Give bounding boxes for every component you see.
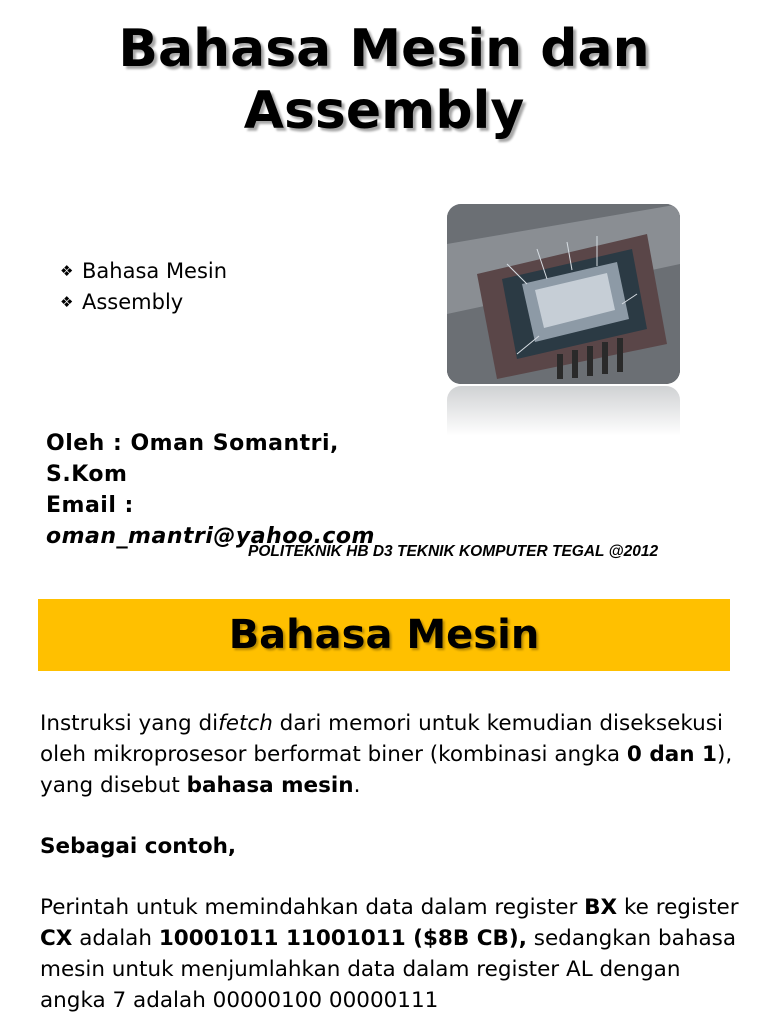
text-run: . xyxy=(353,773,361,798)
text-run-bold: bahasa mesin xyxy=(186,773,354,798)
microchip-image xyxy=(447,204,680,436)
body-text xyxy=(40,708,740,1016)
author-name: Oleh : Oman Somantri, xyxy=(46,431,339,456)
slide-footer: POLITEKNIK HB D3 TEKNIK KOMPUTER TEGAL @2012 xyxy=(248,543,659,560)
section-title: Bahasa Mesin xyxy=(228,612,540,658)
microchip-reflection xyxy=(447,386,680,436)
paragraph-example xyxy=(40,892,740,1016)
bullet-list xyxy=(60,256,227,318)
bullet-label: Bahasa Mesin xyxy=(82,259,228,283)
text-run-bold: 0 dan 1 xyxy=(626,742,718,767)
microchip-illustration xyxy=(447,204,680,384)
section-banner xyxy=(38,599,730,671)
text-run-bold: Sebagai contoh, xyxy=(40,834,237,859)
text-run: adalah xyxy=(72,926,159,951)
text-run-bold: BX xyxy=(584,895,618,920)
paragraph-example-heading xyxy=(40,831,740,862)
text-run: ke register xyxy=(617,895,739,920)
list-item xyxy=(60,287,227,318)
diamond-bullet-icon: ❖ xyxy=(60,262,74,280)
text-run-italic: fetch xyxy=(218,711,273,736)
slide-title-line1: Bahasa Mesin dan xyxy=(118,19,650,79)
paragraph-intro xyxy=(40,708,740,801)
text-run-bold: 10001011 11001011 ($8B CB), xyxy=(158,926,527,951)
text-run: Instruksi yang di xyxy=(40,711,219,736)
author-title: S.Kom xyxy=(46,462,128,487)
text-run: Perintah untuk memindahkan data dalam register xyxy=(40,895,585,920)
text-run: dari memori untuk kemudian diseksekusi oleh mikroprosesor berformat biner (kombinasi angka xyxy=(40,711,723,767)
email-label: Email : xyxy=(46,493,134,518)
microchip-photo xyxy=(447,204,680,384)
email-address: oman_mantri@yahoo.com xyxy=(46,524,375,549)
diamond-bullet-icon: ❖ xyxy=(60,293,74,311)
list-item xyxy=(60,256,227,287)
slide-title xyxy=(0,18,768,142)
slide-title-line2: Assembly xyxy=(243,81,525,141)
text-run: sedangkan bahasa mesin untuk menjumlahkan data dalam register AL dengan angka 7 adalah 00000100 00000111 xyxy=(40,926,736,1013)
text-run: ), yang disebut xyxy=(40,742,733,798)
bullet-label: Assembly xyxy=(82,290,184,314)
author-block xyxy=(46,428,426,552)
text-run-bold: CX xyxy=(40,926,73,951)
